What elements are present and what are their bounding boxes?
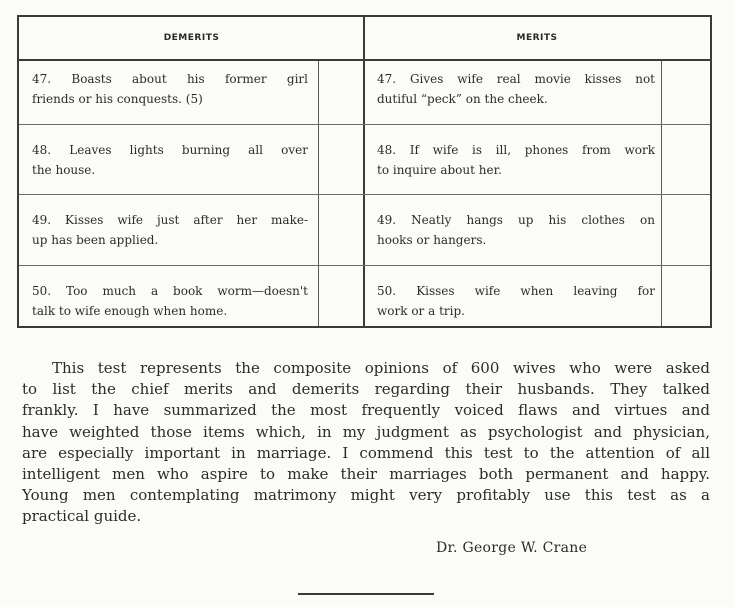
paragraph-line: frankly. I have summarized the most frequently voiced flaws and virtues and: [22, 401, 710, 420]
merits-demerits-table: [17, 15, 712, 328]
merit-item-47-line1: 47. Gives wife real movie kisses not: [377, 72, 655, 86]
merit-item-47-line2: dutiful “peck” on the cheek.: [377, 92, 548, 106]
row-divider: [19, 194, 710, 195]
explanatory-paragraph: [22, 358, 710, 528]
demerit-item-50-line2: talk to wife enough when home.: [32, 304, 228, 318]
merit-item-49: [377, 210, 655, 250]
merit-item-48: [377, 140, 655, 180]
row-divider: [19, 124, 710, 125]
demerit-item-49-line1: 49. Kisses wife just after her make-: [32, 213, 308, 227]
bottom-rule: [298, 593, 434, 595]
merits-header: MERITS: [516, 33, 558, 43]
author-signature: Dr. George W. Crane: [436, 540, 588, 556]
merit-item-50-line1: 50. Kisses wife when leaving for: [377, 284, 655, 298]
demerit-item-47-line1: 47. Boasts about his former girl: [32, 72, 308, 86]
merit-item-49-line2: hooks or hangers.: [377, 233, 487, 247]
paragraph-line: This test represents the composite opinions of 600 wives who were asked: [52, 359, 710, 377]
merit-item-50-line2: work or a trip.: [377, 304, 465, 318]
paragraph-line: to list the chief merits and demerits regarding their husbands. They talked: [22, 380, 710, 399]
demerit-item-48-line1: 48. Leaves lights burning all over: [32, 143, 308, 157]
demerit-item-47: [32, 69, 308, 109]
paragraph-line: practical guide.: [22, 507, 142, 526]
demerit-item-50: [32, 281, 308, 321]
paragraph-line: have weighted those items which, in my judgment as psychologist and physician,: [22, 422, 710, 441]
row-divider: [19, 265, 710, 266]
merit-item-48-line2: to inquire about her.: [377, 163, 502, 177]
merit-item-47: [377, 69, 655, 109]
demerit-item-49-line2: up has been applied.: [32, 233, 159, 247]
demerit-item-48: [32, 140, 308, 180]
demerit-item-50-line1: 50. Too much a book worm—doesn't: [32, 284, 308, 298]
paragraph-line: intelligent men who aspire to make their marriages both permanent and happy.: [22, 465, 710, 484]
merit-item-50: [377, 281, 655, 321]
demerits-header: DEMERITS: [163, 33, 220, 43]
demerit-item-47-line2: friends or his conquests. (5): [32, 92, 203, 106]
demerit-item-49: [32, 210, 308, 250]
demerit-item-48-line2: the house.: [32, 163, 96, 177]
column-divider: [363, 17, 365, 326]
merit-item-48-line1: 48. If wife is ill, phones from work: [377, 143, 655, 157]
merit-item-49-line1: 49. Neatly hangs up his clothes on: [377, 213, 655, 227]
paragraph-line: Young men contemplating matrimony might very profitably use this test as a: [22, 486, 710, 505]
paragraph-line: are especially important in marriage. I commend this test to the attention of all: [22, 443, 710, 462]
